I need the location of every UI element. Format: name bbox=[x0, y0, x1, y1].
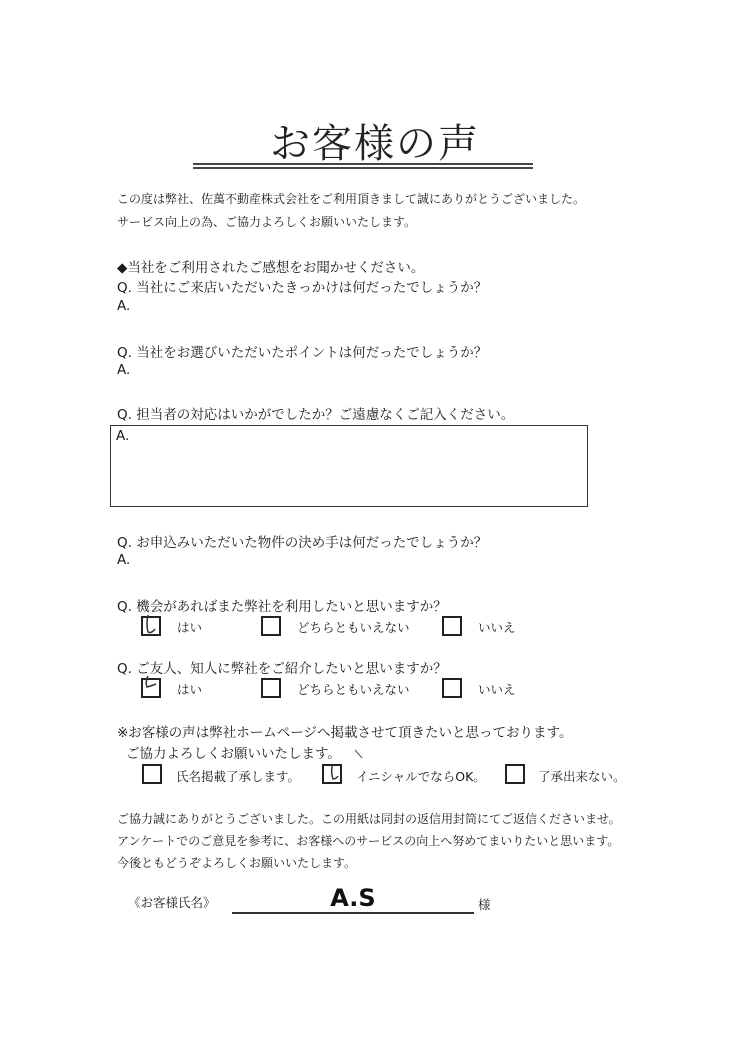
reuse-no-label: いいえ bbox=[478, 620, 516, 635]
publish-note-line-1: ※お客様の声は弊社ホームページへ掲載させて頂きたいと思っております。 bbox=[117, 725, 573, 741]
signature-line bbox=[232, 912, 474, 914]
publish-initials-label: イニシャルでならOK。 bbox=[356, 769, 486, 784]
handwritten-check-mark bbox=[327, 761, 341, 785]
outro-line-1: ご協力誠にありがとうございました。この用紙は同封の返信用封筒にてご返信くださいませ。 bbox=[117, 812, 621, 826]
question-4: Q. お申込みいただいた物件の決め手は何だったでしょうか？ bbox=[117, 535, 488, 551]
section-heading: ◆当社をご利用されたご感想をお聞かせください。 bbox=[117, 260, 425, 276]
title-underline-top bbox=[193, 163, 533, 165]
publish-decline-checkbox[interactable] bbox=[505, 764, 525, 784]
question-6: Q. ご友人、知人に弊社をご紹介したいと思いますか？ bbox=[117, 661, 447, 677]
handwritten-check-mark bbox=[143, 612, 159, 636]
question-3: Q. 担当者の対応はいかがでしたか？ご遠慮なくご記入ください。 bbox=[117, 407, 515, 423]
outro-line-3: 今後ともどうぞよろしくお願いいたします。 bbox=[117, 856, 357, 870]
publish-decline-label: 了承出来ない。 bbox=[538, 769, 626, 784]
refer-no-label: いいえ bbox=[478, 682, 516, 697]
outro-line-2: アンケートでのご意見を参考に、お客様へのサービスの向上へ努めてまいりたいと思います。 bbox=[117, 834, 620, 848]
answer-2[interactable]: A. bbox=[117, 362, 131, 378]
answer-3: A. bbox=[116, 428, 130, 444]
intro-line-2: サービス向上の為、ご協力よろしくお願いいたします。 bbox=[117, 215, 417, 229]
publish-note-line-2: ご協力よろしくお願いいたします。 bbox=[126, 746, 341, 762]
question-1: Q. 当社にご来店いただいたきっかけは何だったでしょうか？ bbox=[117, 280, 488, 296]
answer-1[interactable]: A. bbox=[117, 298, 131, 314]
refer-yes-label: はい bbox=[177, 682, 203, 697]
refer-no-checkbox[interactable] bbox=[442, 678, 462, 698]
title-underline-bottom bbox=[193, 167, 533, 169]
intro-line-1: この度は弊社、佐萬不動産株式会社をご利用頂きまして誠にありがとうございました。 bbox=[117, 192, 586, 206]
signature-label: 《お客様氏名》 bbox=[128, 895, 216, 910]
reuse-yes-label: はい bbox=[177, 620, 203, 635]
question-5: Q. 機会があればまた弊社を利用したいと思いますか？ bbox=[117, 599, 447, 615]
answer-4[interactable]: A. bbox=[117, 552, 131, 568]
reuse-no-checkbox[interactable] bbox=[442, 616, 462, 636]
refer-neutral-label: どちらともいえない bbox=[297, 682, 410, 697]
page-title: お客様の声 bbox=[270, 121, 480, 167]
refer-neutral-checkbox[interactable] bbox=[261, 678, 281, 698]
handwritten-stroke bbox=[352, 747, 366, 761]
answer-3-box[interactable] bbox=[110, 425, 588, 507]
handwritten-check-mark bbox=[141, 672, 163, 696]
publish-full-name-checkbox[interactable] bbox=[142, 764, 162, 784]
reuse-neutral-checkbox[interactable] bbox=[261, 616, 281, 636]
reuse-neutral-label: どちらともいえない bbox=[297, 620, 410, 635]
publish-full-name-label: 氏名掲載了承します。 bbox=[176, 769, 301, 784]
signature-suffix: 様 bbox=[478, 897, 491, 912]
signature-name[interactable]: A.S bbox=[330, 884, 376, 912]
question-2: Q. 当社をお選びいただいたポイントは何だったでしょうか？ bbox=[117, 345, 488, 361]
